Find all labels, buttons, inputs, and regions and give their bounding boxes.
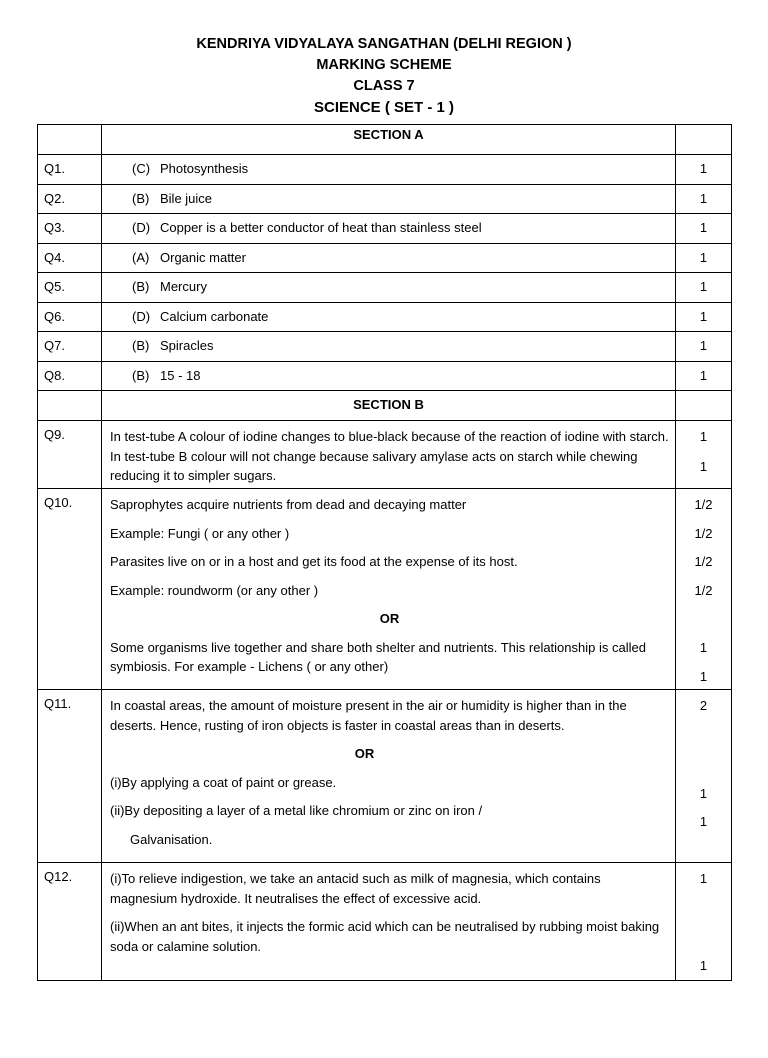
answer-cell — [102, 362, 676, 391]
table-row — [38, 690, 732, 863]
mark-value: 1 — [699, 785, 708, 801]
marks-cell: 1 — [676, 244, 732, 273]
answer-text: In coastal areas, the amount of moisture present in the air or humidity is higher than in the deserts. Hence, rusting of iron objects is faster in coastal areas than in deserts. — [110, 698, 627, 733]
mark-value: 1 — [699, 429, 708, 444]
answer-cell — [102, 155, 676, 185]
answer-cell — [102, 863, 676, 981]
question-number: Q2. — [38, 185, 102, 214]
marks-cell — [676, 690, 732, 863]
answer-text: (ii)By depositing a layer of a metal like chromium or zinc on iron / — [110, 803, 483, 818]
marks-cell: 1 — [676, 155, 732, 185]
question-number: Q5. — [38, 273, 102, 303]
question-number: Q3. — [38, 214, 102, 244]
header-class: CLASS 7 — [353, 78, 415, 94]
marks-cell: 1 — [676, 185, 732, 214]
question-number: Q1. — [38, 155, 102, 185]
answer-text: 15 - 18 — [160, 368, 201, 383]
document-header — [0, 34, 768, 118]
answer-cell — [102, 214, 676, 244]
question-number: Q7. — [38, 332, 102, 362]
answer-text: Photosynthesis — [160, 161, 249, 176]
answer-cell — [102, 303, 676, 332]
table-row — [38, 303, 732, 332]
answer-option: (A) — [132, 250, 150, 265]
marks-cell: 1 — [676, 303, 732, 332]
marks-cell: 1 — [676, 332, 732, 362]
answer-text: Galvanisation. — [130, 831, 213, 847]
mark-value: 1/2 — [694, 554, 713, 569]
mark-value: 1 — [699, 458, 708, 474]
answer-option: (D) — [132, 220, 151, 235]
answer-option: (D) — [132, 309, 151, 324]
answer-text: Example: roundworm (or any other ) — [110, 582, 319, 598]
table-row — [38, 332, 732, 362]
answer-option: (C) — [132, 161, 151, 176]
mark-value: 1 — [699, 871, 708, 886]
answer-cell — [102, 332, 676, 362]
table-row — [38, 185, 732, 214]
question-number: Q8. — [38, 362, 102, 391]
section-a-row — [38, 125, 732, 155]
marks-cell: 1 — [676, 362, 732, 391]
marks-cell — [676, 489, 732, 690]
answer-text: Parasites live on or in a host and get its food at the expense of its host. — [110, 554, 518, 569]
answer-text: (i)To relieve indigestion, we take an antacid such as milk of magnesia, which contains magnesium hydroxide. It neutralises the effect of excessive acid. — [110, 871, 601, 906]
answer-option: (B) — [132, 279, 150, 294]
answer-text: In test-tube A colour of iodine changes to blue-black because of the reaction of iodine with starch. In test-tube B colour will not change because salivary amylase acts on starch while chewing reducing it to simpler sugars. — [110, 429, 669, 483]
answer-text: Some organisms live together and share both shelter and nutrients. This relationship is called symbiosis. For example - Lichens ( or any other) — [110, 639, 646, 674]
table-row — [38, 155, 732, 185]
table-row — [38, 863, 732, 981]
answer-option: (B) — [132, 338, 150, 353]
mark-value: 1/2 — [694, 497, 713, 512]
table-row — [38, 362, 732, 391]
header-subject: SCIENCE ( SET - 1 ) — [313, 99, 455, 116]
marks-cell — [676, 863, 732, 981]
marks-cell: 1 — [676, 214, 732, 244]
answer-text: Organic matter — [160, 250, 246, 265]
mark-value: 1 — [699, 814, 708, 829]
answer-text: Calcium carbonate — [160, 309, 269, 324]
answer-cell — [102, 421, 676, 489]
section-b-heading: SECTION B — [102, 391, 676, 421]
question-number: Q9. — [38, 421, 102, 489]
header-doc-type: MARKING SCHEME — [316, 57, 452, 73]
answer-text: Bile juice — [160, 191, 213, 206]
question-number: Q4. — [38, 244, 102, 273]
answer-text: Mercury — [160, 279, 207, 294]
marks-cell — [676, 421, 732, 489]
table-row — [38, 214, 732, 244]
answer-cell — [102, 244, 676, 273]
question-number: Q11. — [38, 690, 102, 863]
mark-value: 1/2 — [694, 525, 713, 541]
answer-text: (i)By applying a coat of paint or grease. — [110, 774, 337, 790]
table-row — [38, 244, 732, 273]
answer-cell — [102, 690, 676, 863]
mark-value: 2 — [699, 698, 708, 713]
mark-value: 1/2 — [694, 582, 713, 598]
answer-cell — [102, 489, 676, 690]
question-number: Q10. — [38, 489, 102, 690]
marks-cell: 1 — [676, 273, 732, 303]
answer-option: (B) — [132, 191, 150, 206]
answer-cell — [102, 185, 676, 214]
answer-text: Example: Fungi ( or any other ) — [110, 525, 290, 541]
table-row — [38, 273, 732, 303]
answer-text: Saprophytes acquire nutrients from dead and decaying matter — [110, 497, 467, 512]
mark-value: 1 — [699, 640, 708, 655]
section-b-row — [38, 391, 732, 421]
mark-value: 1 — [699, 957, 708, 973]
answer-text: Copper is a better conductor of heat than stainless steel — [160, 220, 482, 235]
answer-option: (B) — [132, 368, 150, 383]
answer-cell — [102, 273, 676, 303]
table-row — [38, 489, 732, 690]
question-number: Q12. — [38, 863, 102, 981]
answer-text: Spiracles — [160, 338, 214, 353]
mark-value: 1 — [699, 668, 708, 684]
marking-table — [37, 124, 732, 981]
section-a-heading: SECTION A — [102, 125, 676, 155]
or-label: OR — [379, 611, 400, 626]
table-row — [38, 421, 732, 489]
answer-text: (ii)When an ant bites, it injects the formic acid which can be neutralised by rubbing moist baking soda or calamine solution. — [110, 919, 660, 954]
header-organization: KENDRIYA VIDYALAYA SANGATHAN (DELHI REGION ) — [196, 36, 572, 52]
or-label: OR — [354, 746, 375, 761]
question-number: Q6. — [38, 303, 102, 332]
